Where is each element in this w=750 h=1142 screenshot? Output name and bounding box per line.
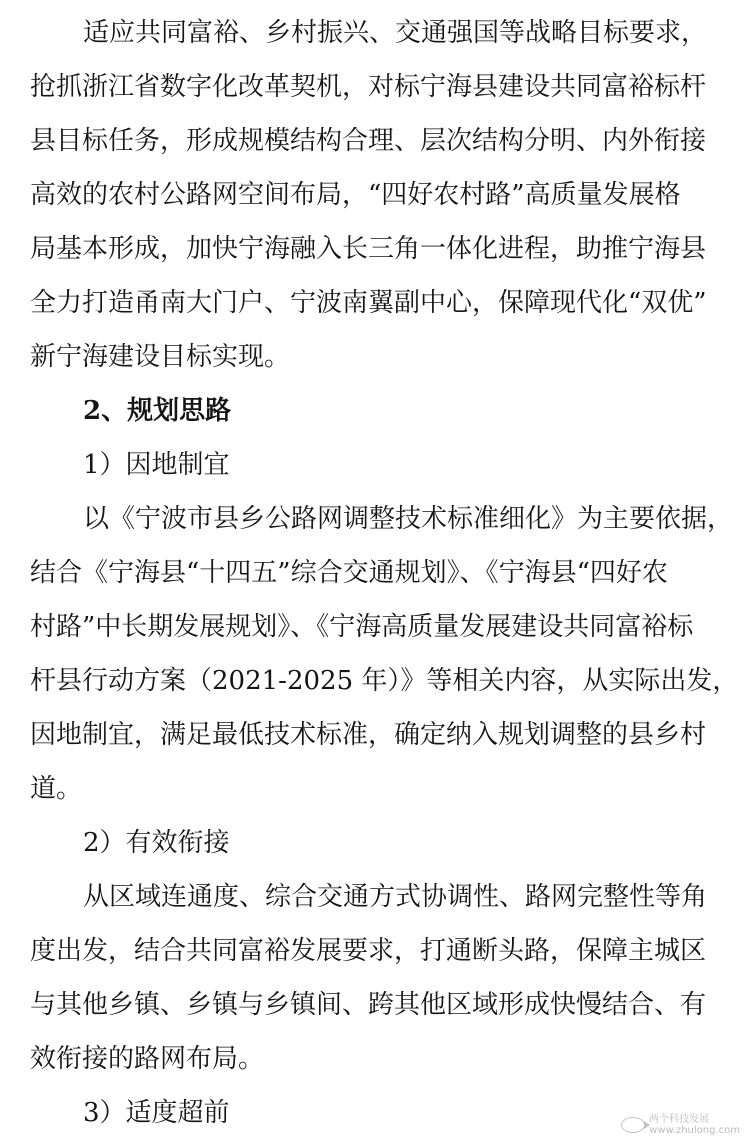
- paragraph-line: 杆县行动方案（2021-2025 年）》等相关内容，从实际出发，: [30, 666, 739, 696]
- subsection-title: 2）有效衔接: [83, 828, 230, 858]
- paragraph-line: 县目标任务，形成规模结构合理、层次结构分明、内外衔接: [30, 126, 707, 156]
- paragraph-line: 从区域连通度、综合交通方式协调性、路网完整性等角: [83, 882, 708, 912]
- paragraph-line: 抢抓浙江省数字化改革契机，对标宁海县建设共同富裕标杆: [30, 72, 707, 102]
- paragraph-line: 与其他乡镇、乡镇与乡镇间、跨其他区域形成快慢结合、有: [30, 990, 707, 1020]
- section-heading: 2、规划思路: [83, 396, 232, 426]
- paragraph-line: 因地制宜，满足最低技术标准，确定纳入规划调整的县乡村: [30, 720, 707, 750]
- fish-logo-icon: [621, 1117, 645, 1133]
- paragraph-line: 效衔接的路网布局。: [30, 1044, 265, 1074]
- subsection-title: 3）适度超前: [83, 1098, 230, 1128]
- watermark: [621, 1114, 740, 1136]
- paragraph-line: 道。: [30, 774, 83, 804]
- watermark-text: 两个科技发展: [649, 1114, 710, 1125]
- paragraph-line: 局基本形成，加快宁海融入长三角一体化进程，助推宁海县: [30, 234, 707, 264]
- watermark-url: www.zhulong.com: [649, 1125, 740, 1136]
- paragraph-line: 度出发，结合共同富裕发展要求，打通断头路，保障主城区: [30, 936, 707, 966]
- paragraph-line: 以《宁波市县乡公路网调整技术标准细化》为主要依据，: [83, 504, 734, 534]
- paragraph-line: 高效的农村公路网空间布局，“四好农村路”高质量发展格: [30, 180, 681, 210]
- paragraph-line: 新宁海建设目标实现。: [30, 342, 291, 372]
- subsection-title: 1）因地制宜: [83, 450, 230, 480]
- paragraph-line: 结合《宁海县“十四五”综合交通规划》、《宁海县“四好农: [30, 558, 668, 588]
- paragraph-line: 适应共同富裕、乡村振兴、交通强国等战略目标要求，: [83, 18, 708, 48]
- paragraph-line: 村路”中长期发展规划》、《宁海高质量发展建设共同富裕标: [30, 612, 694, 642]
- paragraph-line: 全力打造甬南大门户、宁波南翼副中心，保障现代化“双优”: [30, 288, 707, 318]
